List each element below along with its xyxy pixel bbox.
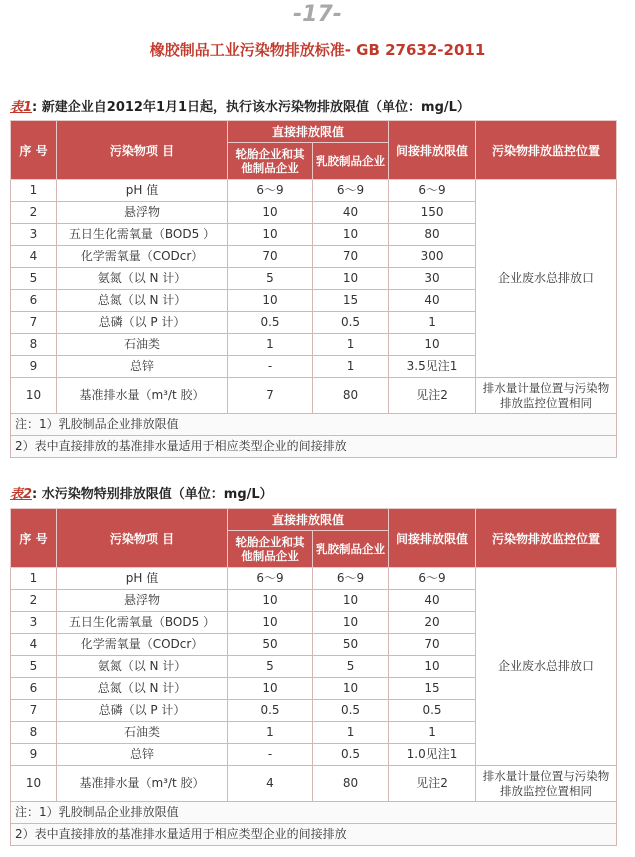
row-item: 总锌 (57, 356, 228, 378)
header-tire: 轮胎企业和其他制品企业 (228, 143, 313, 180)
row-tire: 4 (228, 766, 313, 802)
row-tire: - (228, 744, 313, 766)
row-indirect: 见注2 (389, 766, 476, 802)
row-latex: 15 (313, 290, 389, 312)
table-row (11, 378, 617, 414)
row-tire: 0.5 (228, 700, 313, 722)
header-indirect: 间接排放限值 (389, 121, 476, 180)
header-tire: 轮胎企业和其他制品企业 (228, 531, 313, 568)
monitor-location-last: 排水量计量位置与污染物排放监控位置相同 (476, 378, 617, 414)
row-indirect: 150 (389, 202, 476, 224)
row-latex: 6～9 (313, 568, 389, 590)
row-no: 7 (11, 312, 57, 334)
row-tire: 5 (228, 656, 313, 678)
table2 (10, 508, 617, 846)
row-tire: 1 (228, 334, 313, 356)
row-tire: 1 (228, 722, 313, 744)
row-item: 基准排水量（m³/t 胶） (57, 766, 228, 802)
table-row (11, 568, 617, 590)
row-tire: 70 (228, 246, 313, 268)
row-indirect: 40 (389, 290, 476, 312)
row-item: 基准排水量（m³/t 胶） (57, 378, 228, 414)
table2-note-2: 2）表中直接排放的基准排水量适用于相应类型企业的间接排放 (11, 824, 617, 846)
table2-note-1: 注：1）乳胶制品企业排放限值 (11, 802, 617, 824)
row-item: 总磷（以 P 计） (57, 700, 228, 722)
row-no: 10 (11, 378, 57, 414)
row-item: 氨氮（以 N 计） (57, 268, 228, 290)
table2-tag: 表2 (10, 487, 33, 502)
row-no: 1 (11, 180, 57, 202)
row-item: 五日生化需氧量（BOD5 ） (57, 612, 228, 634)
row-tire: - (228, 356, 313, 378)
row-latex: 10 (313, 612, 389, 634)
header-direct: 直接排放限值 (228, 121, 389, 143)
row-no: 7 (11, 700, 57, 722)
header-latex: 乳胶制品企业 (313, 531, 389, 568)
header-indirect: 间接排放限值 (389, 509, 476, 568)
row-latex: 10 (313, 590, 389, 612)
row-latex: 0.5 (313, 312, 389, 334)
row-latex: 1 (313, 722, 389, 744)
row-latex: 70 (313, 246, 389, 268)
row-item: 总锌 (57, 744, 228, 766)
row-latex: 80 (313, 378, 389, 414)
row-latex: 50 (313, 634, 389, 656)
row-no: 6 (11, 290, 57, 312)
header-direct: 直接排放限值 (228, 509, 389, 531)
table-row (11, 180, 617, 202)
row-no: 5 (11, 656, 57, 678)
row-tire: 6～9 (228, 568, 313, 590)
row-latex: 10 (313, 268, 389, 290)
row-item: 总氮（以 N 计） (57, 678, 228, 700)
row-tire: 10 (228, 202, 313, 224)
row-item: pH 值 (57, 180, 228, 202)
row-item: 悬浮物 (57, 590, 228, 612)
row-no: 10 (11, 766, 57, 802)
row-indirect: 1 (389, 722, 476, 744)
header-seq: 序 号 (11, 121, 57, 180)
row-no: 1 (11, 568, 57, 590)
row-latex: 10 (313, 678, 389, 700)
row-latex: 1 (313, 334, 389, 356)
table-row (11, 766, 617, 802)
row-indirect: 80 (389, 224, 476, 246)
row-no: 9 (11, 744, 57, 766)
row-indirect: 3.5见注1 (389, 356, 476, 378)
row-latex: 0.5 (313, 700, 389, 722)
row-indirect: 10 (389, 334, 476, 356)
document-title: 橡胶制品工业污染物排放标准- GB 27632-2011 (149, 41, 486, 59)
table1-tag: 表1 (10, 100, 33, 115)
row-item: 悬浮物 (57, 202, 228, 224)
row-indirect: 15 (389, 678, 476, 700)
row-latex: 0.5 (313, 744, 389, 766)
page-number: -17- (293, 2, 342, 27)
row-tire: 50 (228, 634, 313, 656)
row-indirect: 见注2 (389, 378, 476, 414)
row-no: 2 (11, 202, 57, 224)
row-latex: 1 (313, 356, 389, 378)
row-item: 总磷（以 P 计） (57, 312, 228, 334)
row-tire: 7 (228, 378, 313, 414)
monitor-location: 企业废水总排放口 (476, 180, 617, 378)
row-tire: 10 (228, 224, 313, 246)
header-pollutant: 污染物项 目 (57, 121, 228, 180)
row-indirect: 0.5 (389, 700, 476, 722)
row-no: 8 (11, 722, 57, 744)
monitor-location: 企业废水总排放口 (476, 568, 617, 766)
row-indirect: 300 (389, 246, 476, 268)
header-seq: 序 号 (11, 509, 57, 568)
row-item: 石油类 (57, 334, 228, 356)
row-no: 4 (11, 634, 57, 656)
row-no: 2 (11, 590, 57, 612)
row-latex: 10 (313, 224, 389, 246)
row-latex: 80 (313, 766, 389, 802)
table2-caption (10, 485, 273, 505)
header-monitor: 污染物排放监控位置 (476, 121, 617, 180)
row-tire: 10 (228, 590, 313, 612)
table1 (10, 120, 617, 458)
row-item: 化学需氧量（CODcr） (57, 634, 228, 656)
row-indirect: 10 (389, 656, 476, 678)
row-item: 石油类 (57, 722, 228, 744)
row-latex: 5 (313, 656, 389, 678)
row-tire: 10 (228, 612, 313, 634)
row-indirect: 70 (389, 634, 476, 656)
table1-caption-text: : 新建企业自2012年1月1日起，执行该水污染物排放限值（单位：mg/L） (32, 100, 470, 115)
table2-caption-text: : 水污染物特别排放限值（单位：mg/L） (32, 487, 273, 502)
row-no: 9 (11, 356, 57, 378)
row-tire: 10 (228, 678, 313, 700)
row-no: 5 (11, 268, 57, 290)
row-item: 氨氮（以 N 计） (57, 656, 228, 678)
row-latex: 6～9 (313, 180, 389, 202)
header-monitor: 污染物排放监控位置 (476, 509, 617, 568)
row-no: 6 (11, 678, 57, 700)
monitor-location-last: 排水量计量位置与污染物排放监控位置相同 (476, 766, 617, 802)
row-item: 总氮（以 N 计） (57, 290, 228, 312)
row-tire: 5 (228, 268, 313, 290)
row-item: 化学需氧量（CODcr） (57, 246, 228, 268)
row-tire: 0.5 (228, 312, 313, 334)
row-no: 8 (11, 334, 57, 356)
row-latex: 40 (313, 202, 389, 224)
row-indirect: 20 (389, 612, 476, 634)
row-item: 五日生化需氧量（BOD5 ） (57, 224, 228, 246)
table1-note-1: 注：1）乳胶制品企业排放限值 (11, 414, 617, 436)
row-no: 3 (11, 224, 57, 246)
row-indirect: 1 (389, 312, 476, 334)
header-pollutant: 污染物项 目 (57, 509, 228, 568)
row-tire: 10 (228, 290, 313, 312)
row-indirect: 1.0见注1 (389, 744, 476, 766)
header-latex: 乳胶制品企业 (313, 143, 389, 180)
row-tire: 6～9 (228, 180, 313, 202)
row-indirect: 6～9 (389, 180, 476, 202)
table1-note-2: 2）表中直接排放的基准排水量适用于相应类型企业的间接排放 (11, 436, 617, 458)
row-indirect: 40 (389, 590, 476, 612)
row-item: pH 值 (57, 568, 228, 590)
row-no: 4 (11, 246, 57, 268)
row-indirect: 30 (389, 268, 476, 290)
row-no: 3 (11, 612, 57, 634)
row-indirect: 6～9 (389, 568, 476, 590)
table1-caption (10, 98, 470, 118)
